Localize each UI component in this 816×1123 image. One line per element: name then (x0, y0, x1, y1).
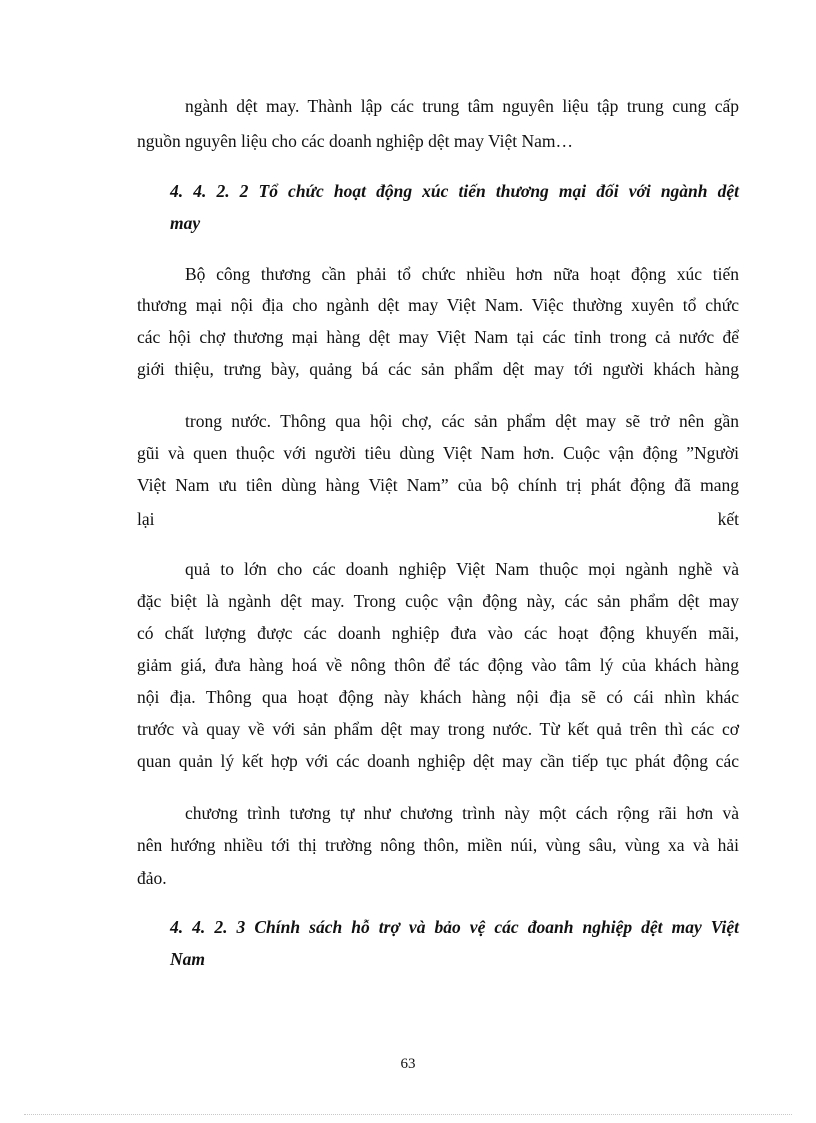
paragraph-4-line-1: quả to lớn cho các doanh nghiệp Việt Nam thuộc mọi ngành nghề và (185, 559, 739, 579)
footer-divider (24, 1114, 792, 1115)
paragraph-4-line-4: giảm giá, đưa hàng hoá về nông thôn để tác động vào tâm lý của khách hàng (137, 655, 739, 675)
paragraph-1-line-1: ngành dệt may. Thành lập các trung tâm nguyên liệu tập trung cung cấp (185, 96, 739, 116)
section-heading-4-4-2-3: 4. 4. 2. 3 Chính sách hỗ trợ và bảo vệ các đoanh nghiệp dệt may Việt (170, 917, 739, 937)
paragraph-3-line-4-left: lại (137, 509, 155, 529)
section-heading-4-4-2-2: 4. 4. 2. 2 Tổ chức hoạt động xúc tiến thương mại đối với ngành dệt (170, 181, 739, 201)
paragraph-3-line-2: gũi và quen thuộc với người tiêu dùng Việt Nam hơn. Cuộc vận động ”Người (137, 443, 739, 463)
paragraph-5-line-2: nên hướng nhiều tới thị trường nông thôn, miền núi, vùng sâu, vùng xa và hải (137, 835, 739, 855)
paragraph-3-line-4 (137, 508, 739, 530)
paragraph-3-line-4-right: kết (717, 509, 739, 529)
paragraph-2-line-2: thương mại nội địa cho ngành dệt may Việt Nam. Việc thường xuyên tổ chức (137, 295, 739, 315)
paragraph-3-line-1: trong nước. Thông qua hội chợ, các sản phẩm dệt may sẽ trở nên gần (185, 411, 739, 431)
paragraph-5-line-3: đảo. (137, 868, 167, 888)
paragraph-4-line-5: nội địa. Thông qua hoạt động này khách hàng nội địa sẽ có cái nhìn khác (137, 687, 739, 707)
paragraph-4-line-7: quan quản lý kết hợp với các doanh nghiệp dệt may cần tiếp tục phát động các (137, 751, 739, 771)
paragraph-2-line-4: giới thiệu, trưng bày, quảng bá các sản phẩm dệt may tới người khách hàng (137, 359, 739, 379)
paragraph-3-line-3: Việt Nam ưu tiên dùng hàng Việt Nam” của bộ chính trị phát động đã mang (137, 475, 739, 495)
section-heading-4-4-2-2-cont: may (170, 213, 201, 233)
paragraph-2-line-3: các hội chợ thương mại hàng dệt may Việt Nam tại các tỉnh trong cả nước để (137, 327, 739, 347)
paragraph-4-line-6: trước và quay về với sản phẩm dệt may trong nước. Từ kết quả trên thì các cơ (137, 719, 739, 739)
paragraph-4-line-3: có chất lượng được các doanh nghiệp đưa vào các hoạt động khuyến mãi, (137, 623, 739, 643)
paragraph-5-line-1: chương trình tương tự như chương trình này một cách rộng rãi hơn và (185, 803, 739, 823)
paragraph-1-line-2: nguồn nguyên liệu cho các doanh nghiệp dệt may Việt Nam… (137, 131, 574, 151)
paragraph-2-line-1: Bộ công thương cần phải tổ chức nhiều hơn nữa hoạt động xúc tiến (185, 264, 739, 284)
paragraph-4-line-2: đặc biệt là ngành dệt may. Trong cuộc vận động này, các sản phẩm dệt may (137, 591, 739, 611)
section-heading-4-4-2-3-cont: Nam (170, 949, 205, 969)
page-number: 63 (400, 1056, 416, 1072)
